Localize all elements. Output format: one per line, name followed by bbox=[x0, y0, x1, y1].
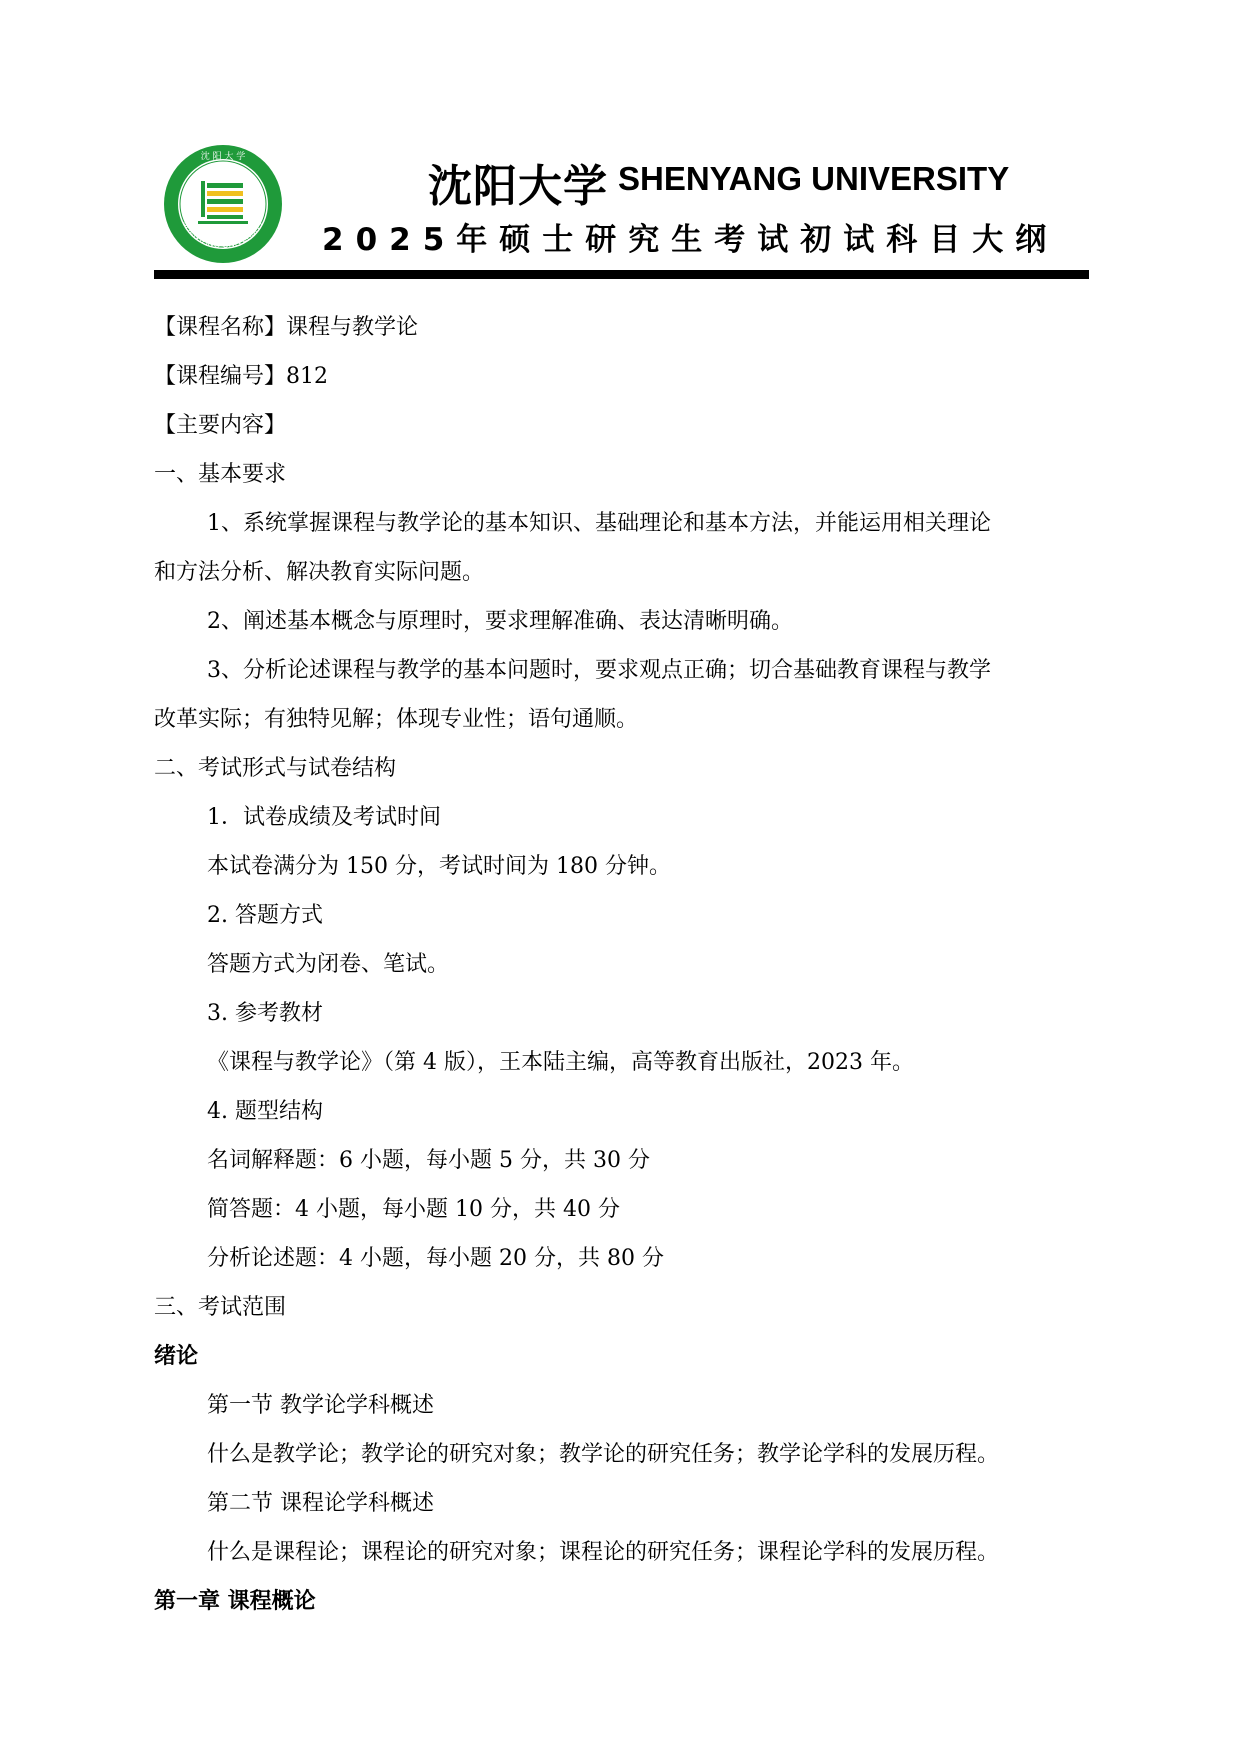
section-3-title: 三、考试范围 bbox=[154, 1295, 287, 1320]
university-name-en: SHENYANG UNIVERSITY bbox=[618, 160, 1010, 197]
syllabus-body bbox=[154, 312, 1089, 1635]
requirement-2: 2、阐述基本概念与原理时，要求理解准确、表达清晰明确。 bbox=[207, 609, 793, 634]
question-types-title: 4. 题型结构 bbox=[207, 1099, 323, 1124]
requirement-1-line-1: 1、系统掌握课程与教学论的基本知识、基础理论和基本方法，并能运用相关理论 bbox=[207, 511, 991, 536]
question-type-short: 简答题：4 小题，每小题 10 分，共 40 分 bbox=[207, 1197, 620, 1222]
document-header bbox=[0, 0, 1240, 290]
requirement-3-line-1: 3、分析论述课程与教学的基本问题时，要求观点正确；切合基础教育课程与教学 bbox=[207, 658, 991, 683]
introduction-heading: 绪论 bbox=[154, 1344, 199, 1369]
document-subtitle: 2025年硕士研究生考试初试科目大纲 bbox=[322, 222, 1059, 258]
university-logo-icon bbox=[162, 143, 284, 265]
section-2-title: 二、考试形式与试卷结构 bbox=[154, 756, 397, 781]
reference-book-title: 3. 参考教材 bbox=[207, 1001, 323, 1026]
course-name: 【课程名称】课程与教学论 bbox=[154, 315, 419, 340]
intro-section-1-text: 什么是教学论；教学论的研究对象；教学论的研究任务；教学论学科的发展历程。 bbox=[207, 1442, 1000, 1467]
exam-score-time-text: 本试卷满分为 150 分，考试时间为 180 分钟。 bbox=[207, 854, 671, 879]
intro-section-2-text: 什么是课程论；课程论的研究对象；课程论的研究任务；课程论学科的发展历程。 bbox=[207, 1540, 1000, 1565]
course-code: 【课程编号】812 bbox=[154, 364, 328, 389]
chapter-1-heading: 第一章 课程概论 bbox=[154, 1589, 316, 1614]
question-type-terms: 名词解释题：6 小题，每小题 5 分，共 30 分 bbox=[207, 1148, 650, 1173]
answer-method-text: 答题方式为闭卷、笔试。 bbox=[207, 952, 450, 977]
intro-section-2-title: 第二节 课程论学科概述 bbox=[207, 1491, 434, 1516]
requirement-3-line-2: 改革实际；有独特见解；体现专业性；语句通顺。 bbox=[154, 707, 639, 732]
exam-score-time-title: 1．试卷成绩及考试时间 bbox=[207, 805, 441, 830]
header-divider bbox=[154, 270, 1089, 279]
logo-ring-text: SHENYANG UNIVERSITY bbox=[180, 218, 266, 251]
question-type-essay: 分析论述题：4 小题，每小题 20 分，共 80 分 bbox=[207, 1246, 664, 1271]
logo-top-text: 沈 阳 大 学 bbox=[200, 152, 246, 162]
reference-book-text: 《课程与教学论》（第 4 版），王本陆主编，高等教育出版社，2023 年。 bbox=[207, 1050, 914, 1075]
intro-section-1-title: 第一节 教学论学科概述 bbox=[207, 1393, 434, 1418]
section-1-title: 一、基本要求 bbox=[154, 462, 287, 487]
answer-method-title: 2. 答题方式 bbox=[207, 903, 323, 928]
requirement-1-line-2: 和方法分析、解决教育实际问题。 bbox=[154, 560, 485, 585]
university-name-cn: 沈阳大学 bbox=[428, 161, 608, 212]
main-content-label: 【主要内容】 bbox=[154, 413, 287, 438]
